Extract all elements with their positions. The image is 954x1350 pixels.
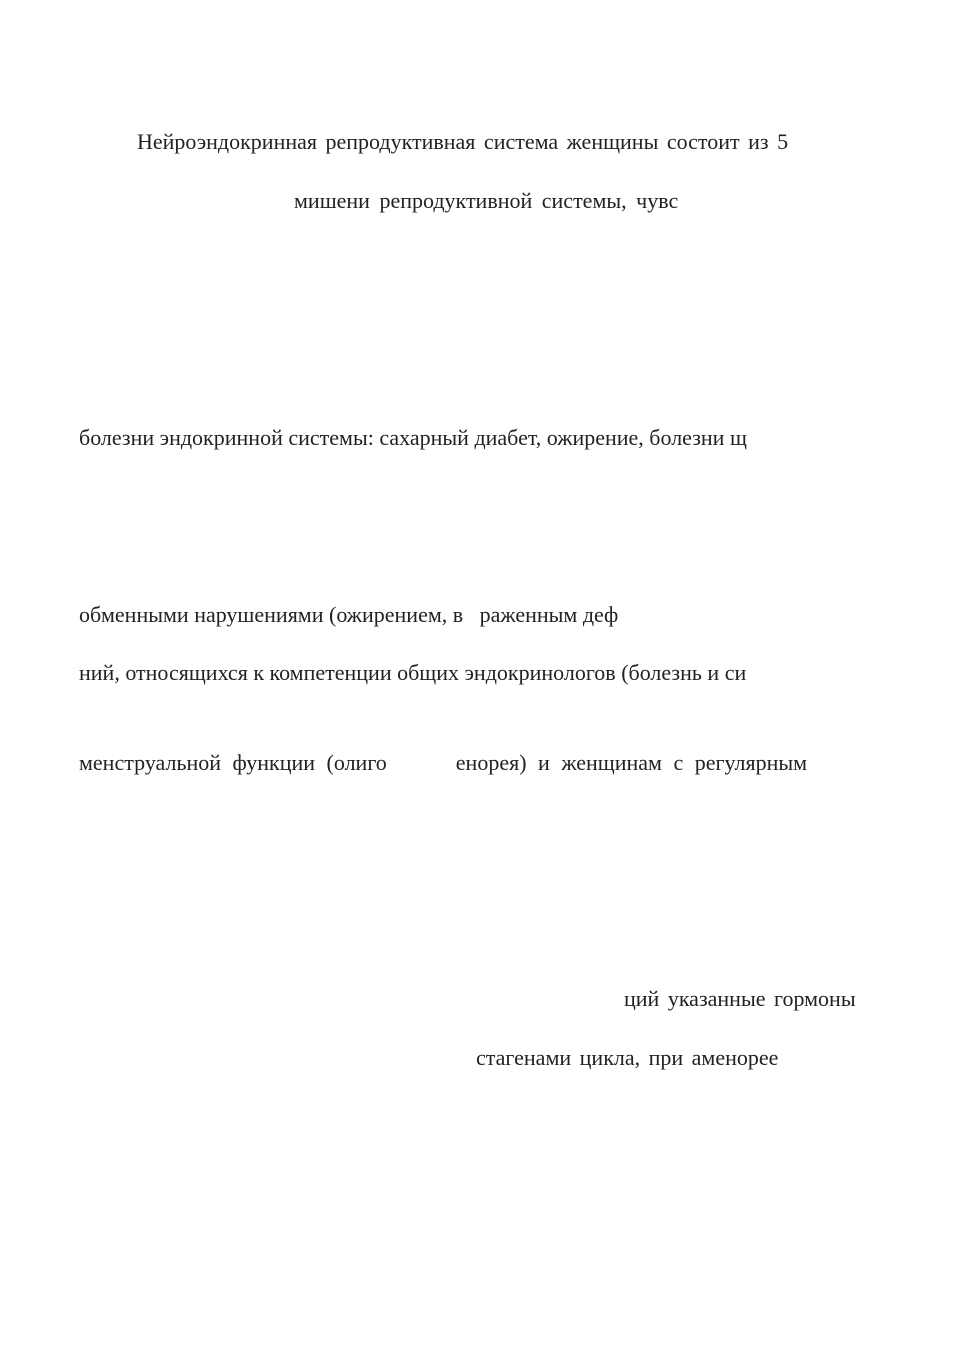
text-line-1: Нейроэндокринная репродуктивная система женщины состоит из 5 (137, 129, 789, 154)
text-line-4: обменными нарушениями (ожирением, в раженным деф (79, 602, 619, 627)
text-line-2: мишени репродуктивной системы, чувс (294, 188, 679, 213)
text-line-3: болезни эндокринной системы: сахарный диабет, ожирение, болезни щ (79, 425, 747, 450)
text-line-7: ций указанные гормоны (624, 986, 856, 1011)
text-line-8: стагенами цикла, при аменорее (476, 1045, 779, 1070)
text-line-6: менструальной функции (олиго енорея) и женщинам с регулярным (79, 750, 808, 775)
text-line-5: ний, относящихся к компетенции общих эндокринологов (болезнь и си (79, 660, 747, 685)
